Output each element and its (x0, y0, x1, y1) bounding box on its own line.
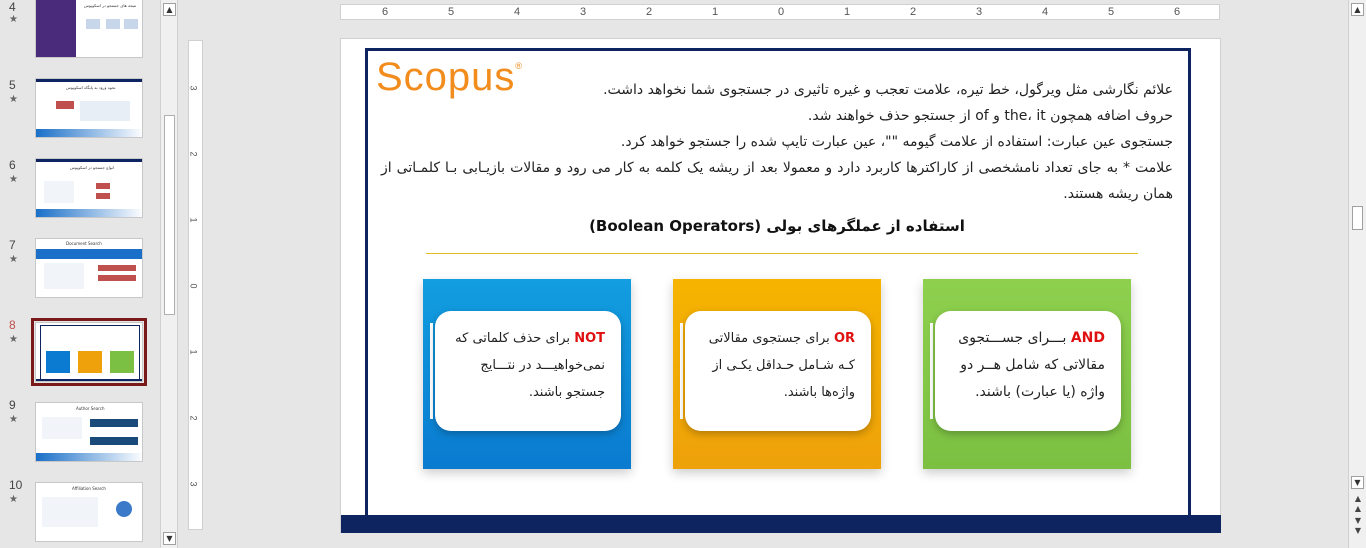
transition-star-icon: ★ (9, 334, 18, 345)
slide-number: 10 (9, 478, 23, 492)
ruler-label: 5 (447, 6, 455, 18)
transition-star-icon: ★ (9, 414, 18, 425)
ruler-label: 6 (381, 6, 389, 18)
section-title[interactable]: استفاده از عملگرهای بولی (Boolean Operators) (589, 217, 965, 235)
ruler-label: 2 (188, 415, 199, 421)
not-operator-card[interactable] (423, 279, 631, 469)
thumbnail-row-8[interactable] (0, 318, 160, 388)
ruler-label: 3 (188, 85, 199, 91)
slide-thumbnail[interactable] (35, 0, 143, 58)
paragraph: علامت * به جای تعداد نامشخصی از کاراکترها کاربرد دارد و معمولا بعد از ریشه یک کلمه به کار می رود و مقالات بازیـابی بـا کلمـاتی از همان ریشه هستند. (381, 160, 1173, 202)
slide-thumbnail[interactable] (35, 158, 143, 218)
slide-scrollbar[interactable] (1348, 0, 1366, 548)
ruler-label: 1 (188, 217, 199, 223)
thumbnail-row-9[interactable] (0, 398, 160, 468)
thumbnail-row-10[interactable] (0, 478, 160, 548)
paragraph: حروف اضافه همچون the، it و of از جستجو حذف خواهند شد. (807, 108, 1173, 124)
thumbnail-title: Affiliation Search (72, 486, 106, 491)
slide-number: 5 (9, 78, 16, 92)
body-text[interactable] (381, 77, 1173, 207)
or-operator-card[interactable] (673, 279, 881, 469)
paragraph: جستجوی عین عبارت: استفاده از علامت گیومه ""، عین عبارت تایپ شده را جستجو خواهد کرد. (620, 134, 1173, 150)
scroll-up-icon[interactable]: ▲ (1351, 3, 1364, 16)
operator-description: برای جستجوی مقالاتی کـه شـامل حـداقل یکـی از واژه‌ها باشند. (708, 331, 855, 400)
transition-star-icon: ★ (9, 14, 18, 25)
next-slide-icon[interactable]: ▼ (1354, 526, 1362, 535)
ruler-label: 1 (188, 349, 199, 355)
slide-thumbnail-pane (0, 0, 160, 548)
registered-mark: ® (515, 61, 524, 71)
operator-description: بـــرای جســـتجوی مقالاتی که شامل هــر دو واژه (یا عبارت) باشند. (958, 330, 1105, 400)
transition-star-icon: ★ (9, 174, 18, 185)
slide-thumbnail[interactable] (35, 238, 143, 298)
slide-number: 8 (9, 318, 16, 332)
thumbnail-title: Author Search (76, 406, 105, 411)
slide-canvas[interactable] (340, 38, 1221, 533)
ruler-label: 4 (513, 6, 521, 18)
ruler-label: 1 (843, 6, 851, 18)
operator-label: AND (1070, 330, 1105, 346)
and-operator-card[interactable] (923, 279, 1131, 469)
ruler-label: 2 (188, 151, 199, 157)
slide-thumbnail[interactable] (35, 482, 143, 542)
card-accent-bar (930, 323, 933, 419)
ruler-label: 1 (711, 6, 719, 18)
thumbnail-row-4[interactable] (0, 0, 160, 70)
ruler-label: 0 (188, 283, 199, 289)
slide-number: 7 (9, 238, 16, 252)
ruler-label: 3 (975, 6, 983, 18)
slide-thumbnail[interactable] (35, 78, 143, 138)
thumbnail-title: Document Search (66, 241, 102, 246)
transition-star-icon: ★ (9, 254, 18, 265)
ruler-label: 5 (1107, 6, 1115, 18)
ruler-label: 4 (1041, 6, 1049, 18)
next-slide-icon[interactable]: ▼ (1354, 516, 1362, 525)
paragraph: علائم نگارشی مثل ویرگول، خط تیره، علامت تعجب و غیره تاثیری در جستجوی شما نخواهد داشت. (603, 82, 1173, 98)
thumbnail-row-5[interactable] (0, 78, 160, 148)
slide-number: 9 (9, 398, 16, 412)
logo-text: Scopus (376, 55, 516, 99)
ruler-label: 0 (777, 6, 785, 18)
vertical-ruler (188, 40, 203, 530)
thumbnail-title: نتیجه های جستجو در اسکوپوس (84, 3, 137, 8)
scroll-down-icon[interactable]: ▼ (1351, 476, 1364, 489)
previous-slide-icon[interactable]: ▲ (1354, 494, 1362, 503)
slide-thumbnail[interactable] (35, 402, 143, 462)
thumbnail-scrollbar[interactable] (160, 0, 178, 548)
horizontal-ruler (340, 4, 1220, 20)
ruler-label: 2 (909, 6, 917, 18)
ruler-label: 6 (1173, 6, 1181, 18)
ruler-label: 2 (645, 6, 653, 18)
thumbnail-title: نحوه ورود به پایگاه اسکوپوس (66, 85, 116, 90)
scroll-down-icon[interactable]: ▼ (163, 532, 176, 545)
transition-star-icon: ★ (9, 94, 18, 105)
ruler-label: 3 (579, 6, 587, 18)
ruler-label: 3 (188, 481, 199, 487)
thumbnail-row-6[interactable] (0, 158, 160, 228)
thumbnail-row-7[interactable] (0, 238, 160, 308)
previous-slide-icon[interactable]: ▲ (1354, 504, 1362, 513)
operator-label: OR (833, 331, 855, 346)
operator-description: برای حذف کلماتی که نمی‌خواهیـــد در نتـــایج جستجو باشند. (455, 331, 605, 400)
divider-line (426, 253, 1138, 254)
card-accent-bar (680, 323, 683, 419)
slide-thumbnail-active[interactable] (35, 322, 143, 382)
slide-footer-bar (341, 515, 1221, 533)
or-operator-bubble (685, 311, 871, 431)
slide-number: 4 (9, 0, 16, 14)
slide-number: 6 (9, 158, 16, 172)
transition-star-icon: ★ (9, 494, 18, 505)
scrollbar-thumb[interactable] (1352, 206, 1363, 230)
card-accent-bar (430, 323, 433, 419)
scroll-up-icon[interactable]: ▲ (163, 3, 176, 16)
thumbnail-title: انواع جستجو در اسکوپوس (70, 165, 115, 170)
not-operator-bubble (435, 311, 621, 431)
scrollbar-thumb[interactable] (164, 115, 175, 315)
and-operator-bubble (935, 311, 1121, 431)
operator-label: NOT (574, 331, 605, 346)
